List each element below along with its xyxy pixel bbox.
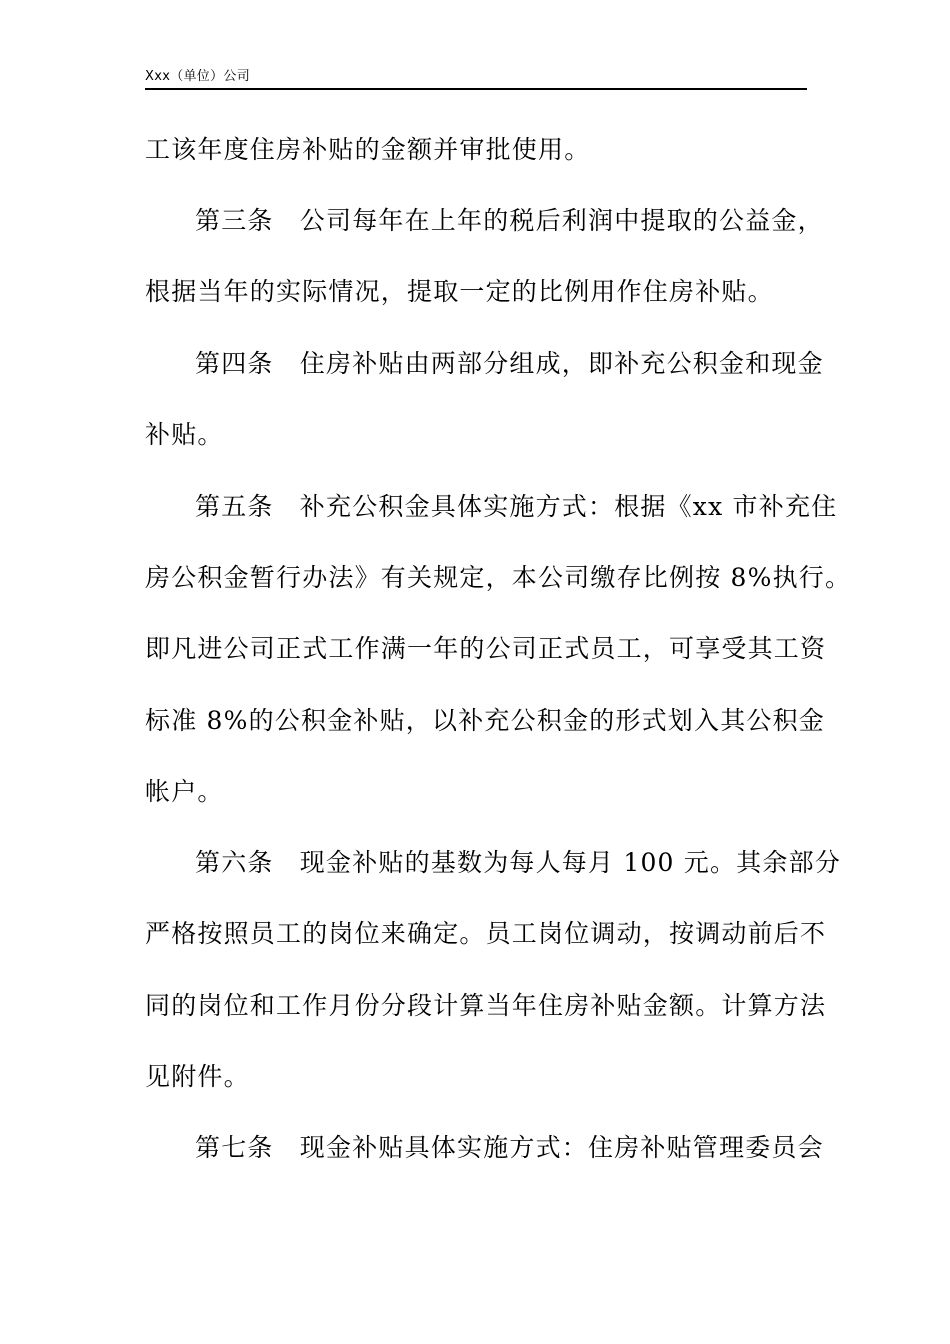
text-line-article-5: 第五条 补充公积金具体实施方式：根据《xx 市补充住	[195, 492, 838, 521]
text-line-article-7: 第七条 现金补贴具体实施方式：住房补贴管理委员会	[195, 1133, 824, 1162]
page-header	[145, 66, 807, 90]
text-line: 标准 8%的公积金补贴，以补充公积金的形式划入其公积金	[145, 706, 826, 735]
text-line: 补贴。	[145, 420, 224, 449]
text-line: 房公积金暂行办法》有关规定，本公司缴存比例按 8%执行。	[145, 563, 852, 592]
text-line: 严格按照员工的岗位来确定。员工岗位调动，按调动前后不	[145, 919, 827, 948]
text-line: 根据当年的实际情况，提取一定的比例用作住房补贴。	[145, 277, 774, 306]
text-line: 工该年度住房补贴的金额并审批使用。	[145, 135, 591, 164]
text-line: 同的岗位和工作月份分段计算当年住房补贴金额。计算方法	[145, 991, 827, 1020]
text-line: 帐户。	[145, 777, 224, 806]
text-line-article-3: 第三条 公司每年在上年的税后利润中提取的公益金，	[195, 206, 824, 235]
text-line-article-4: 第四条 住房补贴由两部分组成，即补充公积金和现金	[195, 349, 824, 378]
text-line: 见附件。	[145, 1062, 250, 1091]
text-line: 即凡进公司正式工作满一年的公司正式员工，可享受其工资	[145, 634, 827, 663]
text-line-article-6: 第六条 现金补贴的基数为每人每月 100 元。其余部分	[195, 848, 842, 877]
header-company-name: Xxx（单位）公司	[145, 69, 250, 84]
